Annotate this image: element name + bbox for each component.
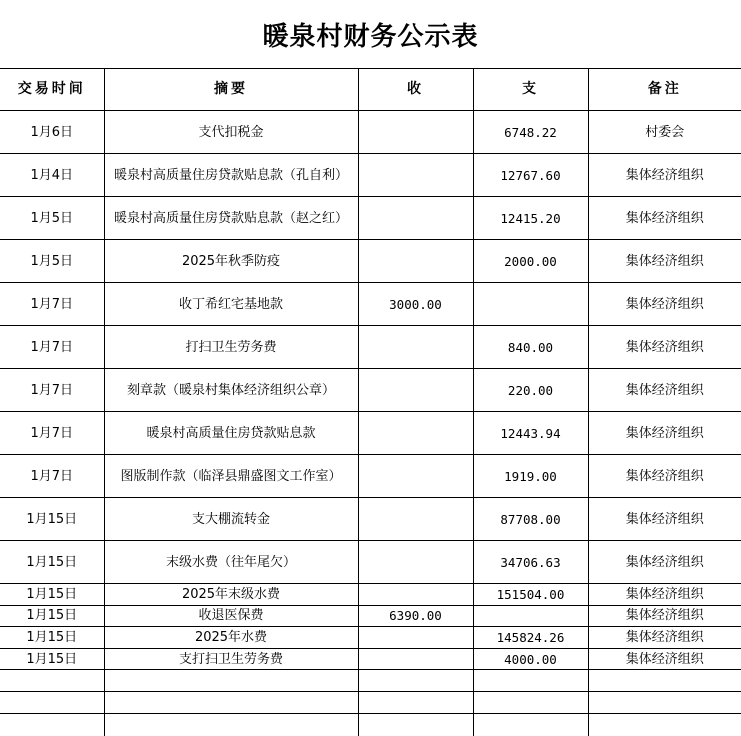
- table-row: [0, 714, 741, 736]
- cell-date: 1月5日: [0, 240, 104, 283]
- header-expense: 支: [473, 69, 588, 111]
- cell-income: 3000.00: [358, 283, 473, 326]
- cell-date: 1月7日: [0, 283, 104, 326]
- cell-date: 1月5日: [0, 197, 104, 240]
- header-date: 交易时间: [0, 69, 104, 111]
- cell-note: [588, 714, 741, 736]
- cell-date: [0, 692, 104, 714]
- cell-income: [358, 714, 473, 736]
- cell-income: [358, 455, 473, 498]
- table-row: [0, 692, 741, 714]
- cell-date: 1月7日: [0, 455, 104, 498]
- cell-income: [358, 627, 473, 649]
- table-row: [0, 111, 741, 154]
- cell-note: 村委会: [588, 111, 741, 154]
- cell-note: 集体经济组织: [588, 326, 741, 369]
- page-title: 暖泉村财务公示表: [262, 21, 479, 52]
- cell-summary: 支代扣税金: [104, 111, 358, 154]
- cell-note: [588, 670, 741, 692]
- cell-expense: 1919.00: [473, 455, 588, 498]
- cell-note: 集体经济组织: [588, 498, 741, 541]
- cell-expense: [473, 714, 588, 736]
- table-row: [0, 627, 741, 649]
- cell-income: [358, 240, 473, 283]
- cell-income: [358, 670, 473, 692]
- cell-summary: 暖泉村高质量住房贷款贴息款（孔自利）: [104, 154, 358, 197]
- cell-date: 1月6日: [0, 111, 104, 154]
- table-row: [0, 412, 741, 455]
- cell-note: 集体经济组织: [588, 584, 741, 606]
- header-summary: 摘要: [104, 69, 358, 111]
- cell-summary: 暖泉村高质量住房贷款贴息款: [104, 412, 358, 455]
- cell-expense: 145824.26: [473, 627, 588, 649]
- cell-income: [358, 541, 473, 584]
- table-row: [0, 584, 741, 606]
- cell-income: [358, 412, 473, 455]
- cell-date: 1月4日: [0, 154, 104, 197]
- cell-summary: 2025年秋季防疫: [104, 240, 358, 283]
- cell-summary: 刻章款（暖泉村集体经济组织公章）: [104, 369, 358, 412]
- cell-note: 集体经济组织: [588, 197, 741, 240]
- cell-summary: [104, 714, 358, 736]
- table-row: [0, 605, 741, 627]
- table-row: [0, 197, 741, 240]
- cell-summary: 打扫卫生劳务费: [104, 326, 358, 369]
- cell-note: 集体经济组织: [588, 605, 741, 627]
- table-row: [0, 648, 741, 670]
- table-row: [0, 455, 741, 498]
- cell-expense: 6748.22: [473, 111, 588, 154]
- cell-note: 集体经济组织: [588, 283, 741, 326]
- cell-summary: 2025年末级水费: [104, 584, 358, 606]
- cell-expense: 87708.00: [473, 498, 588, 541]
- cell-note: 集体经济组织: [588, 412, 741, 455]
- cell-date: [0, 670, 104, 692]
- cell-income: [358, 584, 473, 606]
- table-row: [0, 541, 741, 584]
- finance-table: [0, 68, 741, 736]
- header-income: 收: [358, 69, 473, 111]
- cell-summary: 支大棚流转金: [104, 498, 358, 541]
- cell-summary: 暖泉村高质量住房贷款贴息款（赵之红）: [104, 197, 358, 240]
- cell-summary: 支打扫卫生劳务费: [104, 648, 358, 670]
- cell-income: [358, 326, 473, 369]
- cell-income: [358, 369, 473, 412]
- cell-date: 1月7日: [0, 326, 104, 369]
- table-row: [0, 670, 741, 692]
- cell-expense: [473, 670, 588, 692]
- cell-summary: 末级水费（往年尾欠）: [104, 541, 358, 584]
- cell-note: 集体经济组织: [588, 369, 741, 412]
- cell-expense: 220.00: [473, 369, 588, 412]
- cell-expense: 2000.00: [473, 240, 588, 283]
- table-row: [0, 283, 741, 326]
- cell-income: [358, 692, 473, 714]
- cell-note: 集体经济组织: [588, 455, 741, 498]
- cell-note: 集体经济组织: [588, 648, 741, 670]
- cell-income: [358, 111, 473, 154]
- cell-summary: [104, 692, 358, 714]
- cell-note: [588, 692, 741, 714]
- cell-expense: 4000.00: [473, 648, 588, 670]
- cell-note: 集体经济组织: [588, 627, 741, 649]
- cell-date: 1月7日: [0, 412, 104, 455]
- cell-expense: [473, 692, 588, 714]
- cell-expense: [473, 283, 588, 326]
- cell-expense: 12767.60: [473, 154, 588, 197]
- cell-note: 集体经济组织: [588, 154, 741, 197]
- cell-summary: [104, 670, 358, 692]
- header-note: 备注: [588, 69, 741, 111]
- table-row: [0, 154, 741, 197]
- cell-summary: 收退医保费: [104, 605, 358, 627]
- cell-date: 1月15日: [0, 648, 104, 670]
- cell-date: 1月15日: [0, 605, 104, 627]
- table-row: [0, 326, 741, 369]
- cell-income: [358, 154, 473, 197]
- cell-summary: 图版制作款（临泽县鼎盛图文工作室）: [104, 455, 358, 498]
- cell-income: 6390.00: [358, 605, 473, 627]
- cell-summary: 2025年水费: [104, 627, 358, 649]
- table-row: [0, 498, 741, 541]
- header-row: [0, 69, 741, 111]
- cell-date: [0, 714, 104, 736]
- cell-date: 1月15日: [0, 584, 104, 606]
- table-body: [0, 111, 741, 736]
- cell-expense: 12443.94: [473, 412, 588, 455]
- cell-income: [358, 498, 473, 541]
- cell-expense: 12415.20: [473, 197, 588, 240]
- cell-note: 集体经济组织: [588, 541, 741, 584]
- table-row: [0, 369, 741, 412]
- cell-date: 1月15日: [0, 627, 104, 649]
- cell-date: 1月15日: [0, 541, 104, 584]
- cell-income: [358, 648, 473, 670]
- cell-note: 集体经济组织: [588, 240, 741, 283]
- cell-expense: 840.00: [473, 326, 588, 369]
- cell-date: 1月15日: [0, 498, 104, 541]
- cell-summary: 收丁希红宅基地款: [104, 283, 358, 326]
- cell-expense: 34706.63: [473, 541, 588, 584]
- table-row: [0, 240, 741, 283]
- cell-expense: 151504.00: [473, 584, 588, 606]
- cell-date: 1月7日: [0, 369, 104, 412]
- cell-expense: [473, 605, 588, 627]
- cell-income: [358, 197, 473, 240]
